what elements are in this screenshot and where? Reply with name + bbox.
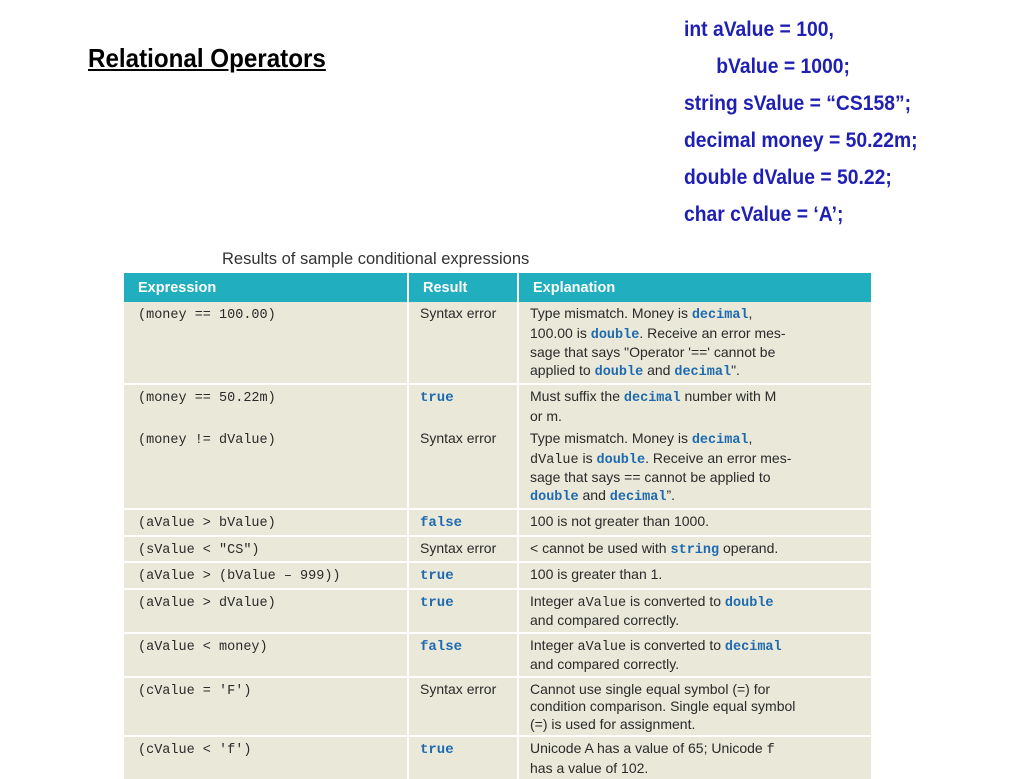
explanation-cell [518,677,871,737]
result-cell [408,427,518,509]
expression-cell [124,677,408,737]
explanation-text: (=) is used for assignment. [530,715,696,732]
table-row [124,302,871,384]
explanation-keyword: decimal [674,364,732,380]
result-cell [408,536,518,563]
table-row [124,384,871,427]
explanation-text: is converted to [626,636,725,653]
explanation-text: Integer [530,636,578,653]
explanation-cell [518,562,871,589]
explanation-text: < cannot be used with [530,539,671,556]
explanation-cell [518,536,871,563]
explanation-cell [518,509,871,536]
explanation-cell [518,589,871,633]
expression-text: (cValue < 'f') [138,743,252,758]
column-header-result: Result [408,273,518,302]
result-cell [408,509,518,536]
table-row [124,562,871,589]
explanation-text: number with M [680,388,777,404]
declaration-line: bValue = 1000; [716,55,850,78]
expression-cell [124,384,408,427]
result-text: true [420,594,454,611]
table-caption: Results of sample conditional expressions [222,250,530,268]
result-text: Syntax error [420,680,497,697]
slide-title: Relational Operators [88,43,326,73]
result-cell [408,633,518,677]
table-header-row [124,273,871,302]
result-text: Syntax error [420,539,497,556]
explanation-text: is converted to [626,592,725,609]
explanation-text: or m. [530,407,562,424]
result-text: false [420,638,463,655]
explanation-keyword: decimal [724,639,782,655]
explanation-code: dValue [530,452,579,468]
explanation-text: sage that says == cannot be applied to [530,469,771,485]
explanation-keyword: double [724,595,774,611]
table-body [124,302,871,779]
declaration-line: char cValue = ‘A’; [684,203,844,226]
explanation-cell [518,736,871,779]
explanation-text: Integer [530,592,578,609]
results-table [124,273,871,779]
explanation-cell [518,384,871,427]
result-cell [408,562,518,589]
explanation-text: ”. [666,486,676,503]
explanation-text: Unicode A has a value of 65; Unicode [530,740,767,756]
explanation-text: Type mismatch. Money is [530,430,692,446]
declaration-line: decimal money = 50.22m; [684,129,918,152]
expression-cell [124,589,408,633]
explanation-text: , [748,305,753,321]
expression-text: (money == 100.00) [138,308,276,323]
explanation-text: is [578,449,597,466]
explanation-text: ". [731,361,740,378]
expression-cell [124,736,408,779]
explanation-cell [518,427,871,509]
explanation-keyword: double [530,489,579,505]
explanation-cell [518,633,871,677]
explanation-keyword: decimal [691,308,749,323]
expression-cell [124,633,408,677]
result-text: Syntax error [420,430,497,446]
expression-text: (aValue > (bValue – 999)) [138,569,341,584]
result-cell [408,302,518,384]
explanation-text: has a value of 102. [530,759,649,776]
result-text: Syntax error [420,305,497,321]
table-row [124,736,871,779]
explanation-keyword: decimal [609,489,667,505]
result-text: true [420,568,454,584]
explanation-text: 100 is greater than 1. [530,566,663,582]
explanation-text: Must suffix the [530,388,624,404]
explanation-text: condition comparison. Single equal symbol [530,698,796,714]
column-header-explanation: Explanation [518,273,871,302]
explanation-text: operand. [719,539,779,556]
result-text: true [420,742,454,758]
declaration-line: int aValue = 100, [684,18,834,41]
expression-text: (sValue < "CS") [138,542,260,558]
expression-text: (aValue > dValue) [138,595,276,611]
explanation-text: and compared correctly. [530,656,680,672]
explanation-keyword: decimal [623,391,681,406]
result-cell [408,736,518,779]
expression-text: (money != dValue) [138,433,276,448]
table-row [124,427,871,509]
expression-text: (money == 50.22m) [138,391,276,406]
explanation-cell [518,302,871,384]
explanation-text: sage that says "Operator '==' cannot be [530,344,776,360]
expression-cell [124,562,408,589]
result-cell [408,589,518,633]
expression-text: (aValue < money) [138,639,268,655]
explanation-text: and compared correctly. [530,612,680,628]
table-row [124,633,871,677]
declaration-line: double dValue = 50.22; [684,166,892,189]
explanation-text: 100 is not greater than 1000. [530,513,710,529]
explanation-keyword: double [594,364,644,380]
table-row [124,509,871,536]
explanation-code: aValue [577,595,627,611]
explanation-text: and [643,361,675,378]
table-row [124,589,871,633]
explanation-text: Type mismatch. Money is [530,305,692,321]
explanation-keyword: double [590,327,640,343]
column-header-expression: Expression [124,273,408,302]
expression-text: (cValue = 'F') [138,683,252,699]
explanation-code: f [766,743,775,758]
explanation-text: and [578,486,610,503]
result-text: false [420,515,463,531]
explanation-text: 100.00 is [530,324,591,341]
explanation-keyword: double [596,452,646,468]
explanation-code: aValue [577,639,627,655]
explanation-keyword: decimal [691,433,749,448]
declaration-line: string sValue = “CS158”; [684,92,912,115]
expression-cell [124,302,408,384]
result-cell [408,384,518,427]
expression-cell [124,509,408,536]
expression-cell [124,536,408,563]
explanation-text: . Receive an error mes- [639,324,786,341]
expression-cell [124,427,408,509]
table-row [124,536,871,563]
expression-text: (aValue > bValue) [138,516,276,531]
explanation-text: applied to [530,361,595,378]
table-row [124,677,871,737]
explanation-keyword: string [670,542,720,558]
explanation-text: , [748,430,753,446]
result-cell [408,677,518,737]
result-text: true [420,390,454,406]
variable-declarations [684,16,918,238]
explanation-text: . Receive an error mes- [645,449,792,466]
explanation-text: Cannot use single equal symbol (=) for [530,680,771,697]
